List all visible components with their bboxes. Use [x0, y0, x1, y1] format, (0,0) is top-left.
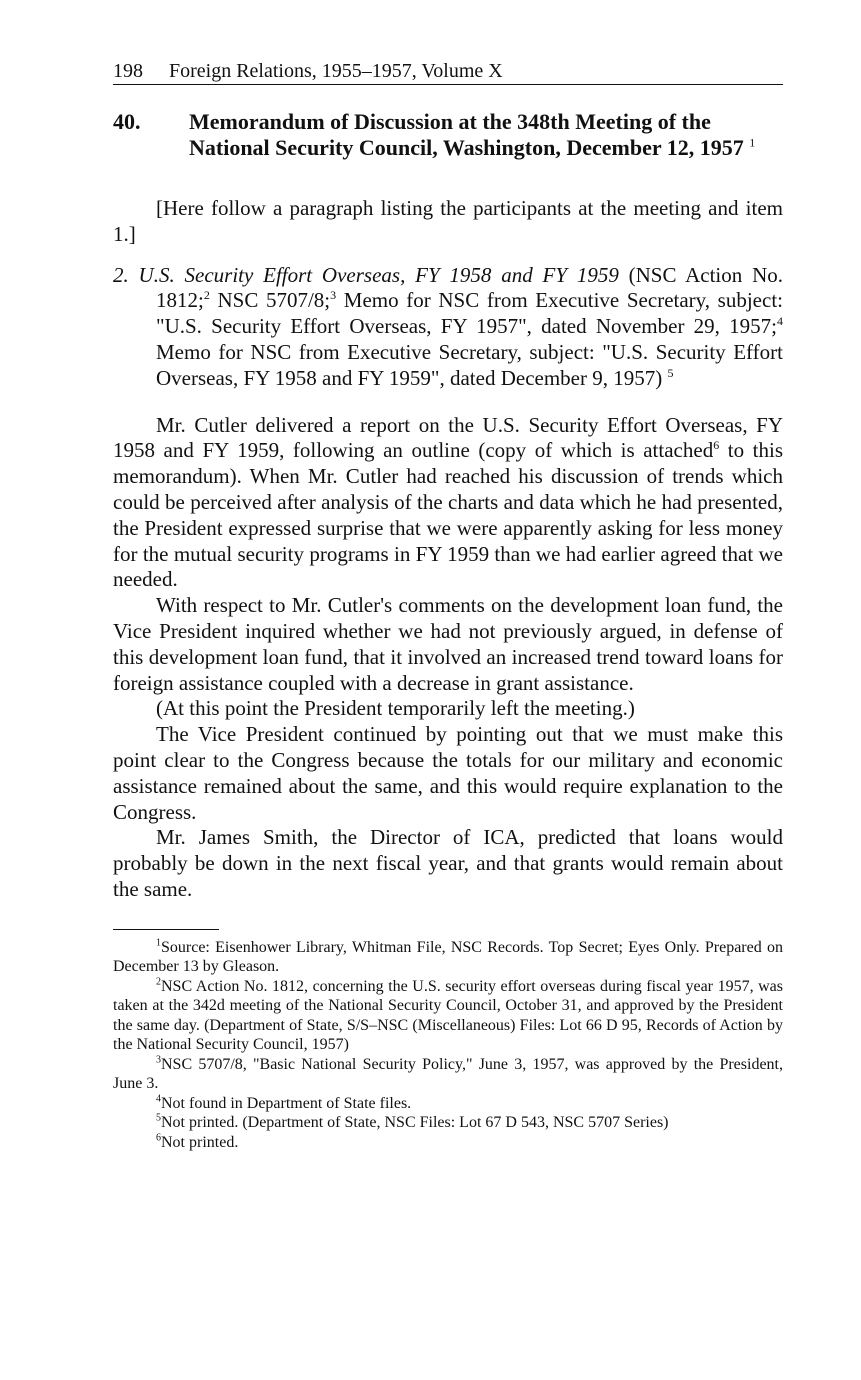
- footnote-ref[interactable]: 3: [330, 288, 337, 303]
- document-body: [113, 196, 783, 903]
- document-title-block: [113, 109, 783, 161]
- footnote: $^5$Not printed. (Department of State, NSC Files: Lot 67 D 543, NSC 5707 Series): [156, 1112, 669, 1132]
- footnotes: [113, 938, 783, 1153]
- paragraph: (At this point the President temporarily left the meeting.): [156, 696, 635, 721]
- footnote-ref[interactable]: 5: [667, 365, 674, 380]
- footnote-divider: [113, 929, 219, 930]
- footnote-ref[interactable]: 6: [713, 438, 720, 453]
- paragraph: Mr. James Smith, the Director of ICA, predicted that loans would probably be down in the next fiscal year, and that grants would remain about the same.: [113, 825, 783, 901]
- editorial-note: [Here follow a paragraph listing the participants at the meeting and item 1.]: [113, 196, 783, 246]
- footnote: $^6$Not printed.: [156, 1132, 239, 1151]
- page-number: 198: [113, 60, 143, 82]
- document-title-text: Memorandum of Discussion at the 348th Meeting of the National Security Council, Washington, December 12, 1957: [189, 109, 744, 160]
- paragraph: Mr. Cutler delivered a report on the U.S. Security Effort Overseas, FY 1958 and FY 1959, following an outline (copy of which is attached$^6$ to this memorandum). When Mr. Cutler had reached his discussion of trends which could be perceived after analysis of the charts and data which he had presented, the President expressed surprise that we were apparently asking for less money for the mutual security programs in FY 1959 than we had earlier agreed that we needed.: [113, 412, 783, 592]
- footnote: $^2$NSC Action No. 1812, concerning the U.S. security effort overseas during fiscal year 1957, was taken at the 342d meeting of the National Security Council, October 31, and approved by the President the same day. (Department of State, S/S–NSC (Miscellaneous) Files: Lot 66 D 95, Records of Action by the National Security Council, 1957): [113, 976, 783, 1054]
- paragraph: With respect to Mr. Cutler's comments on the development loan fund, the Vice President inquired whether we had not previously argued, in defense of this development loan fund, that it involved an increased trend toward loans for foreign assistance coupled with a decrease in grant assistance.: [113, 593, 783, 695]
- document-number: 40.: [113, 109, 141, 134]
- running-header: [113, 58, 783, 85]
- footnote: $^3$NSC 5707/8, "Basic National Security Policy," June 3, 1957, was approved by the President, June 3.: [113, 1054, 783, 1093]
- running-title: Foreign Relations, 1955–1957, Volume X: [169, 60, 503, 82]
- agenda-item: 2. U.S. Security Effort Overseas, FY 1958 and FY 1959 (NSC Action No. 1812;$^2$ NSC 5707/8;$^3$ Memo for NSC from Executive Secretary, subject: "U.S. Security Effort Overseas, FY 1957", dated November 29, 1957;$^4$ Memo for NSC from Executive Secretary, subject: "U.S. Security Effort Overseas, FY 1958 and FY 1959", dated December 9, 1957) $^5$: [113, 262, 783, 390]
- footnote: $^1$Source: Eisenhower Library, Whitman File, NSC Records. Top Secret; Eyes Only. Prepared on December 13 by Gleason.: [113, 937, 783, 976]
- paragraph: The Vice President continued by pointing out that we must make this point clear to the Congress because the totals for our military and economic assistance remained about the same, and this would require explanation to the Congress.: [113, 722, 783, 824]
- footnote-ref[interactable]: 1: [749, 135, 756, 150]
- footnote-ref[interactable]: 4: [777, 314, 783, 329]
- footnote: $^4$Not found in Department of State files.: [156, 1093, 412, 1112]
- footnote-ref[interactable]: 2: [203, 288, 210, 303]
- document-page: [113, 58, 783, 1152]
- agenda-item-title: 2. U.S. Security Effort Overseas, FY 1958 and FY 1959: [113, 262, 619, 287]
- document-title: [189, 109, 783, 161]
